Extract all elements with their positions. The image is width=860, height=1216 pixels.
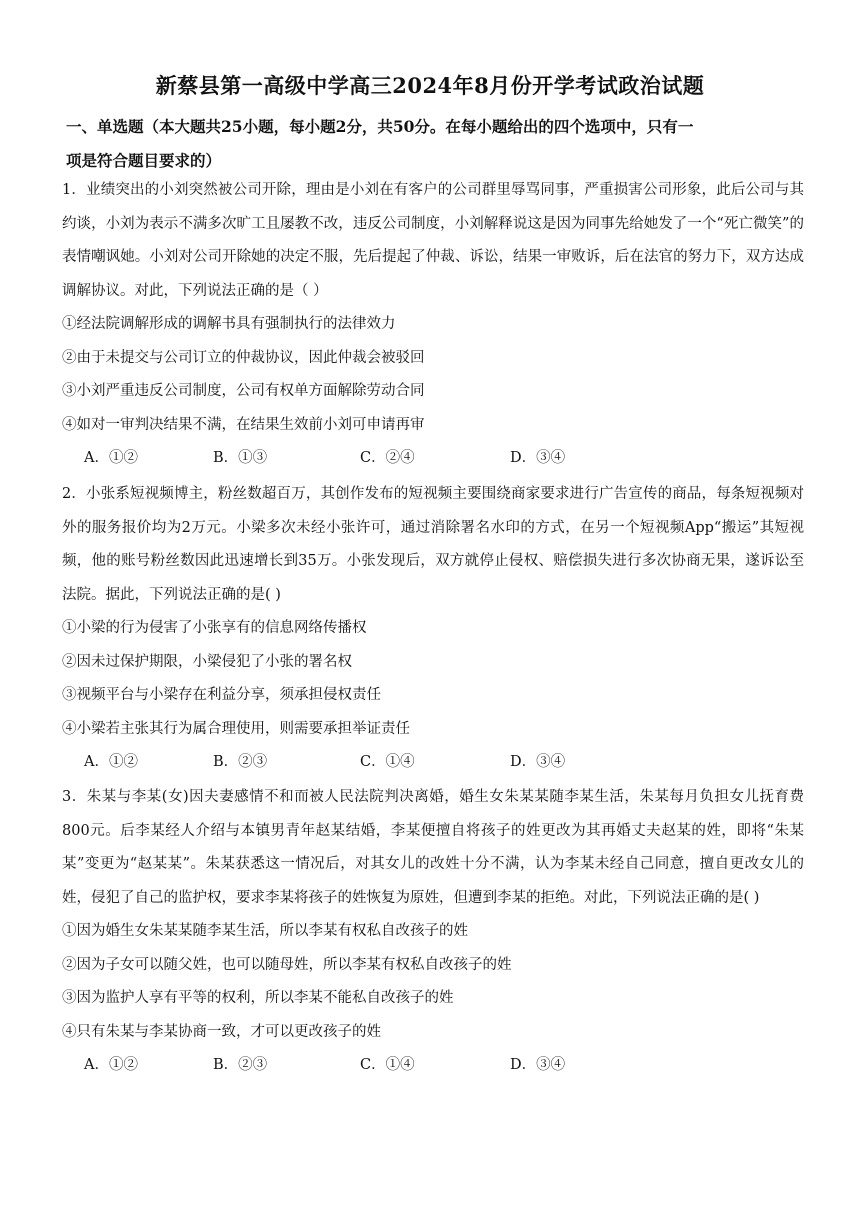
question-2-choice-a: A．①② [84,754,138,770]
question-3-choice-b: B．②③ [213,1057,268,1073]
question-3-statement-1: ①因为婚生女朱某某随李某生活，所以李某有权私自改孩子的姓 [62,923,468,939]
question-2-statement-3: ③视频平台与小梁存在利益分享，须承担侵权责任 [62,687,381,703]
question-1-stem: 1．业绩突出的小刘突然被公司开除，理由是小刘在有客户的公司群里辱骂同事，严重损害公司形象，此后公司与其约谈，小刘为表示不满多次旷工且屡教不改，违反公司制度，小刘解释说这是因为同事先给她发了一个“死亡微笑”的表情嘲讽她。小刘对公司开除她的决定不服，先后提起了仲裁、诉讼，结果一审败诉，后在法官的努力下，双方达成调解协议。对此，下列说法正确的是（ ） [62,182,804,299]
question-3-choice-a: A．①② [84,1057,138,1073]
question-2-choice-b: B．②③ [213,754,268,770]
question-1-choice-c: C．②④ [360,450,415,466]
exam-title: 新蔡县第一高级中学高三2024年8月份开学考试政治试题 [155,73,705,98]
question-2-choice-d: D．③④ [510,754,566,770]
question-3-choice-d: D．③④ [510,1057,566,1073]
question-3-choices [62,1049,804,1083]
question-3-stem: 3．朱某与李某(女)因夫妻感情不和而被人民法院判决离婚，婚生女朱某某随李某生活，朱某每月负担女儿抚育费800元。后李某经人介绍与本镇男青年赵某结婚，李某便擅自将孩子的姓更改为其再婚丈夫赵某的姓，即将“朱某某”变更为“赵某某”。朱某获悉这一情况后，对其女儿的改姓十分不满，认为李某未经自己同意，擅自更改女儿的姓，侵犯了自己的监护权，要求李某将孩子的姓恢复为原姓，但遭到李某的拒绝。对此，下列说法正确的是( ) [62,789,804,906]
question-1-choice-a: A．①② [84,450,138,466]
section-heading [66,110,806,178]
section-heading-line-2: 项是符合题目要求的） [66,151,222,170]
question-3-statement-4: ④只有朱某与李某协商一致，才可以更改孩子的姓 [62,1023,381,1040]
section-heading-line-1: 一、单选题（本大题共25小题，每小题2分，共50分。在每小题给出的四个选项中，只有一 [66,117,694,136]
question-1-choice-d: D．③④ [510,450,566,466]
question-2-stem: 2．小张系短视频博主，粉丝数超百万，其创作发布的短视频主要围绕商家要求进行广告宣传的商品，每条短视频对外的服务报价均为2万元。小梁多次未经小张许可，通过消除署名水印的方式，在另一个短视频App“搬运”其短视频，他的账号粉丝数因此迅速增长到35万。小张发现后，双方就停止侵权、赔偿损失进行多次协商无果，遂诉讼至法院。据此，下列说法正确的是( ) [62,486,804,603]
question-1-choices [62,442,804,476]
question-2-statement-1: ①小梁的行为侵害了小张享有的信息网络传播权 [62,620,367,636]
question-1 [62,174,804,476]
question-2-choice-c: C．①④ [360,754,415,770]
question-1-statement-1: ①经法院调解形成的调解书具有强制执行的法律效力 [62,316,396,332]
question-2-statement-4: ④小梁若主张其行为属合理使用，则需要承担举证责任 [62,720,410,737]
question-2-choices [62,746,804,780]
question-2-statement-2: ②因未过保护期限，小梁侵犯了小张的署名权 [62,653,352,670]
question-1-statement-3: ③小刘严重违反公司制度，公司有权单方面解除劳动合同 [62,383,425,399]
question-1-statement-4: ④如对一审判决结果不满，在结果生效前小刘可申请再审 [62,416,425,433]
question-3-statement-2: ②因为子女可以随父姓，也可以随母姓，所以李某有权私自改孩子的姓 [62,956,512,973]
question-1-choice-b: B．①③ [213,450,268,466]
question-3-choice-c: C．①④ [360,1057,415,1073]
question-3 [62,781,804,1083]
question-3-statement-3: ③因为监护人享有平等的权利，所以李某不能私自改孩子的姓 [62,990,454,1006]
question-2 [62,478,804,780]
question-1-statement-2: ②由于未提交与公司订立的仲裁协议，因此仲裁会被驳回 [62,349,425,366]
